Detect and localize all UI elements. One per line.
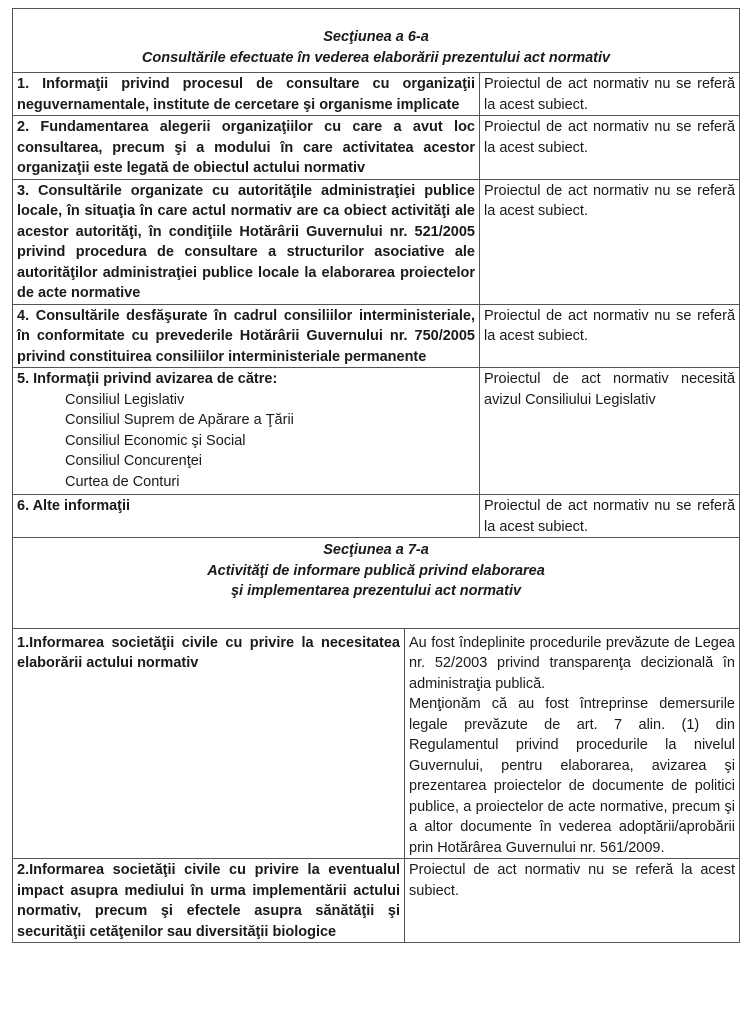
section-7-title: Secţiunea a 7-a xyxy=(323,542,429,558)
question-cell: 3. Consultările organizate cu autorităţile administraţiei publice locale, în situaţia în care actul normativ are ca obiect activităţi ale acestor autorităţi, în condiţiile Hotărârii Guvernului nr. 521/2005 privind procedura de consultare a structurilor asociative ale autorităţilor administraţiei publice locale la elaborarea proiectelor de acte normative xyxy=(13,179,480,304)
table-row xyxy=(13,304,740,368)
question-cell: 1.Informarea societăţii civile cu privire la necesitatea elaborării actului normativ xyxy=(13,628,405,859)
section-7-header xyxy=(13,538,740,629)
list-item: Consiliul Economic şi Social xyxy=(65,432,246,449)
table-row xyxy=(13,179,740,304)
list-item: Consiliul Legislativ xyxy=(65,391,185,408)
table-row xyxy=(13,116,740,180)
table-row xyxy=(13,859,740,943)
list-item: Consiliul Suprem de Apărare a Ţării xyxy=(65,412,294,428)
answer-cell: Proiectul de act normativ nu se referă la acest subiect. xyxy=(480,73,740,116)
question-cell: 1. Informaţii privind procesul de consultare cu organizaţii neguvernamentale, institute de cercetare şi organisme implicate xyxy=(13,73,480,116)
answer-cell: Proiectul de act normativ necesită avizul Consiliului Legislativ xyxy=(480,368,740,495)
section-7-table xyxy=(12,537,740,943)
section-6-table xyxy=(12,8,740,538)
section-6-title: Secţiunea a 6-a xyxy=(323,29,429,45)
answer-cell: Proiectul de act normativ nu se referă la acest subiect. xyxy=(480,304,740,368)
question-text: 5. Informaţii privind avizarea de către: xyxy=(17,371,278,387)
answer-cell: Proiectul de act normativ nu se referă la acest subiect. xyxy=(480,179,740,304)
section-7-header-row xyxy=(13,538,740,629)
question-cell: 4. Consultările desfăşurate în cadrul consiliilor interministeriale, în conformitate cu prevederile Hotărârii Guvernului nr. 750/2005 privind constituirea consiliilor interministeriale permanente xyxy=(13,304,480,368)
answer-cell xyxy=(405,628,740,859)
table-row xyxy=(13,73,740,116)
table-row xyxy=(13,628,740,859)
section-6-header xyxy=(13,9,740,73)
answer-cell: Proiectul de act normativ nu se referă la acest subiect. xyxy=(405,859,740,943)
answer-cell: Proiectul de act normativ nu se referă la acest subiect. xyxy=(480,116,740,180)
question-cell: 2.Informarea societăţii civile cu privire la eventualul impact asupra mediului în urma implementării actului normativ, precum şi efectele asupra sănătăţii şi securităţii cetăţenilor sau diversităţii biologice xyxy=(13,859,405,943)
answer-cell: Proiectul de act normativ nu se referă la acest subiect. xyxy=(480,495,740,538)
question-cell: 6. Alte informaţii xyxy=(13,495,480,538)
list-item: Curtea de Conturi xyxy=(65,473,180,490)
section-6-header-row xyxy=(13,9,740,73)
table-row xyxy=(13,495,740,538)
table-row xyxy=(13,368,740,495)
question-cell: 2. Fundamentarea alegerii organizaţiilor cu care a avut loc consultarea, precum şi a modului în care activitatea acestor organizaţii este legată de obiectul actului normativ xyxy=(13,116,480,180)
section-6-subtitle: Consultările efectuate în vederea elaborării prezentului act normativ xyxy=(141,49,611,66)
answer-paragraph: Menţionăm că au fost întreprinse demersurile legale prevăzute de art. 7 alin. (1) din Regulamentul privind procedurile la nivelul Guvernului, pentru elaborarea, avizarea şi prezentarea proiectelor de documente de politici publice, a proiectelor de acte normative, precum şi a altor documente în vederea adoptării/aprobării prin Hotărârea Guvernului nr. 561/2009. xyxy=(409,696,735,856)
section-7-subtitle-line-2: şi implementarea prezentului act normativ xyxy=(230,583,522,599)
document-page xyxy=(12,8,739,943)
question-cell xyxy=(13,368,480,495)
answer-paragraph: Au fost îndeplinite procedurile prevăzute de Legea nr. 52/2003 privind transparenţa decizională în administraţia publică. xyxy=(409,634,735,692)
section-7-subtitle-line-1: Activităţi de informare publică privind elaborarea xyxy=(207,562,545,579)
list-item: Consiliul Concurenţei xyxy=(65,453,203,469)
